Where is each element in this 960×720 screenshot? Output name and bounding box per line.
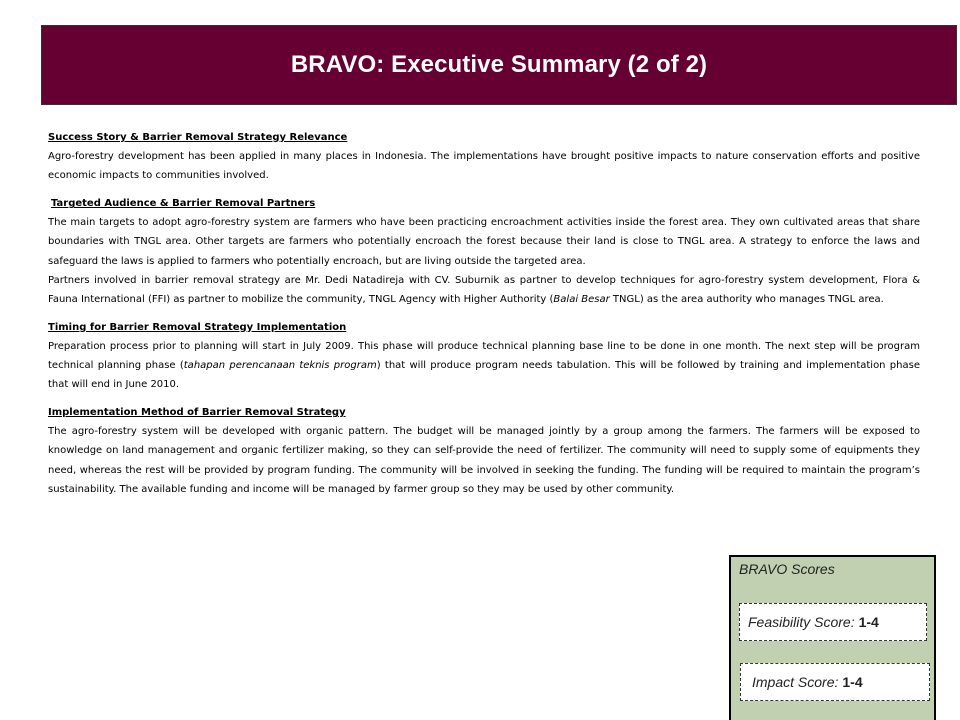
section-heading: Timing for Barrier Removal Strategy Implementation xyxy=(48,321,347,333)
section-targeted-audience xyxy=(48,194,920,309)
section-heading: Implementation Method of Barrier Removal Strategy xyxy=(48,407,346,419)
section-paragraph xyxy=(48,337,920,394)
section-paragraph: Agro-forestry development has been applied in many places in Indonesia. The implementations have brought positive impacts to nature conservation efforts and positive economic impacts to communities involved. xyxy=(48,151,920,182)
section-paragraph: The agro-forestry system will be developed with organic pattern. The budget will be managed jointly by a group among the farmers. The farmers will be exposed to knowledge on land management and organic fertilizer making, so they can self-provide the need of fertilizer. The community will need to supply some of equipments they need, whereas the rest will be provided by program funding. The community will be involved in seeking the funding. The funding will be required to maintain the program’s sustainability. The available funding and income will be managed by farmer group so they may be used by other community. xyxy=(48,426,920,495)
text-run: Preparation process prior to planning will start in July 2009. This phase will produce technical planning base line to be done in one month. The next step will be program technical planning phase ( xyxy=(48,340,920,372)
text-run-italic: tahapan perencanaan teknis program xyxy=(183,360,377,372)
impact-score-label: Impact Score: xyxy=(752,674,839,690)
title-banner xyxy=(41,25,957,105)
feasibility-score-value: 1-4 xyxy=(858,614,879,630)
summary-body xyxy=(48,128,920,508)
text-run: ) that will produce program needs tabulation. This will be followed by training and implementation phase that will end in June 2010. xyxy=(48,360,920,391)
page-title: BRAVO: Executive Summary (2 of 2) xyxy=(290,51,708,78)
feasibility-score-box xyxy=(739,603,927,641)
feasibility-score-label: Feasibility Score: xyxy=(748,614,855,630)
text-run-italic: Balai Besar xyxy=(553,293,610,305)
bravo-scores-panel xyxy=(729,555,936,720)
section-paragraph-partners xyxy=(48,271,920,309)
section-success-story xyxy=(48,128,920,185)
section-timing xyxy=(48,318,920,394)
section-heading: Targeted Audience & Barrier Removal Partners xyxy=(51,198,316,210)
section-implementation-method xyxy=(48,403,920,498)
impact-score-box xyxy=(740,663,930,701)
section-heading: Success Story & Barrier Removal Strategy Relevance xyxy=(48,132,348,143)
text-run: TNGL) as the area authority who manages TNGL area. xyxy=(609,293,884,305)
section-paragraph: The main targets to adopt agro-forestry system are farmers who have been practicing encroachment activities inside the forest area. They own cultivated areas that share boundaries with TNGL area. Other targets are farmers who potentially encroach the forest because their land is close to TNGL area. A strategy to enforce the laws and safeguard the laws is applied to farmers who potentially encroach, but are living outside the targeted area. xyxy=(48,217,920,267)
impact-score-value: 1-4 xyxy=(842,674,863,690)
scores-title: BRAVO Scores xyxy=(739,561,835,577)
text-run: Partners involved in barrier removal strategy are Mr. Dedi Natadireja with CV. Suburnik as partner to develop techniques for agro-forestry system development, Flora & Fauna International (FFI) as partner to mobilize the community, TNGL Agency with Higher Authority ( xyxy=(48,274,920,305)
